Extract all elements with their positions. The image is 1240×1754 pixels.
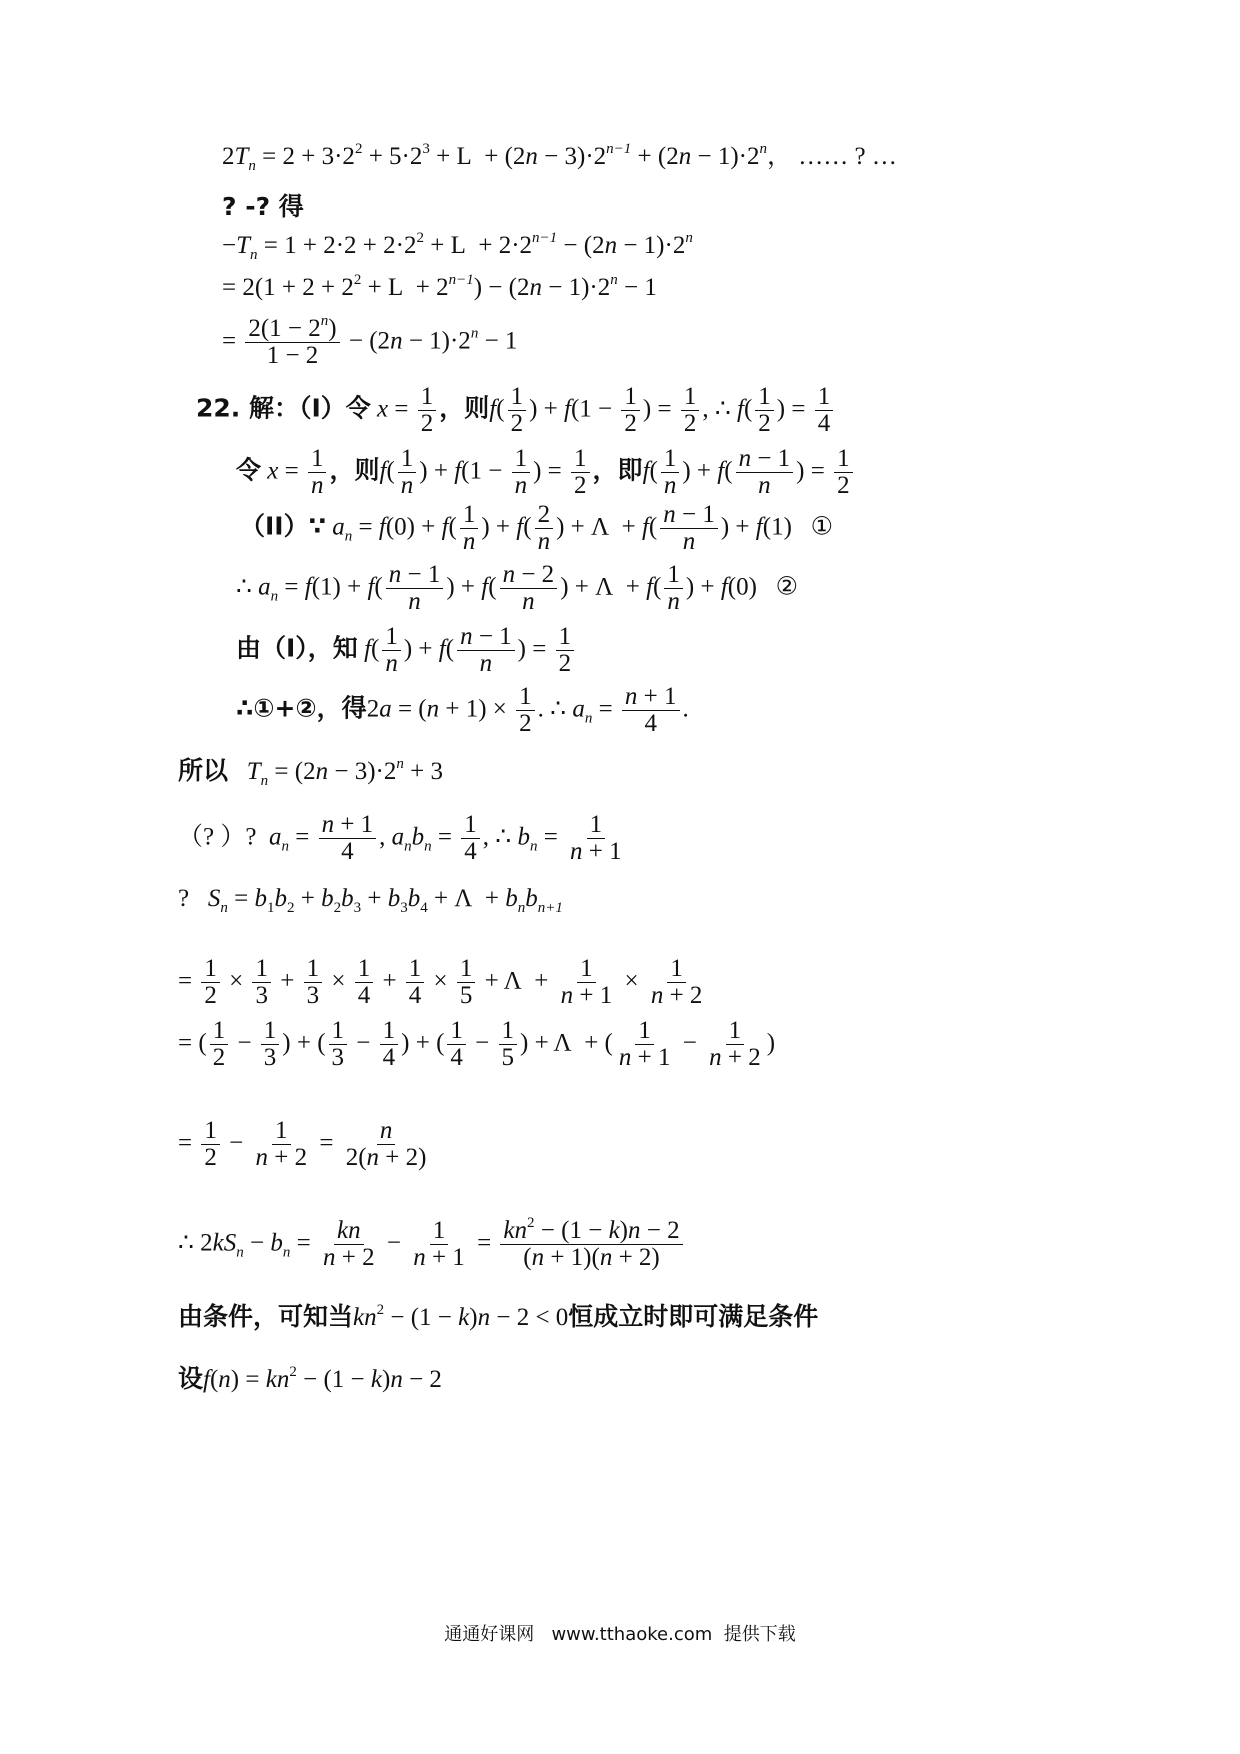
footer-provide: 提供下载: [723, 1624, 796, 1645]
equation-sum-geometric: = $2(1 + 2 + 2^2 + L + 2^{n-1}) - (2n - 1)\cdot 2^n - 1$: [222, 272, 657, 301]
footer-site-name: 通通好课网: [444, 1624, 535, 1645]
subtract-note: ? -? 得: [222, 192, 304, 221]
condition-line: 由条件，可知当$kn^2 - (1 - k)n - 2 < 0$恒成立时即可满足条件: [178, 1302, 819, 1331]
equation-2tn: $2T_n = 2 + 3\cdot 2^2 + 5\cdot 2^3 + L + (2n - 3)\cdot 2^{n-1} + (2n - 1)\cdot 2^n$， …… ? …: [222, 141, 897, 174]
equation-closed-form: = $\frac{2(1 - 2^n)}{1 - 2}$ − $(2n - 1)\cdot 2^n - 1$: [222, 313, 518, 370]
define-fn: 设$f(n) = kn^2 - (1 - k)n - 2$: [178, 1364, 442, 1393]
circle-one: ①: [810, 513, 834, 541]
q22-part1-line2: 令 x = $\frac{1}{n}$ ，则f( $\frac{1}{n}$ ) + f(1 − $\frac{1}{n}$ ) = $\frac{1}{2}$ ，即f( $\frac{1}{n}$ ) + f( $\frac{n - 1}{n}$ ) = $\frac{1}{2}$: [236, 446, 856, 500]
q22-sum-result: ∴①+②，得2a = (n + 1) × $\frac{1}{2}$ . ∴ $a_n$ = $\frac{n + 1}{4}$ .: [236, 683, 689, 738]
q22-part1: 22. 解：（I）令 x = $\frac{1}{2}$ ，则f( $\frac{1}{2}$ ) + f(1 − $\frac{1}{2}$ ) = $\frac{1}{2}$ , ∴ f( $\frac{1}{2}$ ) = $\frac{1}{4}$: [196, 384, 836, 438]
q22-from-part1: 由（I），知 f( $\frac{1}{n}$ ) + f( $\frac{n - 1}{n}$ ) = $\frac{1}{2}$: [236, 624, 577, 678]
l1-tail: ， …… ? …: [766, 143, 897, 170]
footer-url[interactable]: www.tthaoke.com: [551, 1624, 713, 1645]
bn-derivation: （? ）? $a_n$ = $\frac{n + 1}{4}$ , $a_nb_n$ = $\frac{1}{4}$ , ∴ $b_n$ = $\frac{1}{n + 1}$: [178, 811, 622, 866]
inequality-expression: ∴ $2kS_n - b_n$ = $\frac{kn}{n + 2}$ − $\frac{1}{n + 1}$ = $\frac{kn^2 - (1 - k)n - 2}{(n + 1)(n + 2)}$: [178, 1218, 686, 1272]
q22-part2-an-reversed: ∴ $a_n = f(1) + f$( $\frac{n - 1}{n}$ ) + f( $\frac{n - 2}{n}$ ) + Λ + f( $\frac{1}{n}$ ) + f(0) ②: [236, 561, 799, 616]
sn-expanded: = $\frac{1}{2}$ × $\frac{1}{3}$ + $\frac{1}{3}$ × $\frac{1}{4}$ + $\frac{1}{4}$ × $\frac{1}{5}$ + Λ + $\frac{1}{n + 1}$ × $\frac{1}{n + 2}$: [178, 955, 703, 1010]
sn-definition: ? $S_n = b_1b_2 + b_2b_3 + b_3b_4 + \Lambda + b_nb_{n+1}$: [178, 885, 563, 916]
page-footer: [0, 1620, 1240, 1646]
tn-result: 所以 $T_n = (2n - 3)\cdot 2^n + 3$: [178, 756, 443, 789]
sn-result: = $\frac{1}{2}$ − $\frac{1}{n + 2}$ = $\frac{n}{2(n + 2)}$: [178, 1117, 427, 1172]
sn-telescoping: = ( $\frac{1}{2}$ − $\frac{1}{3}$ ) + ( $\frac{1}{3}$ − $\frac{1}{4}$ ) + ( $\frac{1}{4}$ − $\frac{1}{5}$ ) + Λ + ( $\frac{1}{n + 1}$ − $\frac{1}{n + 2}$ ): [178, 1017, 776, 1072]
q22-part2-an: （II）∵ $a_n = f(0) + f$( $\frac{1}{n}$ ) + f( $\frac{2}{n}$ ) + Λ + f( $\frac{n - 1}{n}$ ) + f(1) ①: [240, 501, 834, 556]
equation-neg-tn: $-T_n = 1 + 2\cdot 2 + 2\cdot 2^2 + L + 2\cdot 2^{n-1} - (2n - 1)\cdot 2^n$: [222, 230, 693, 263]
circle-two: ②: [775, 573, 799, 601]
